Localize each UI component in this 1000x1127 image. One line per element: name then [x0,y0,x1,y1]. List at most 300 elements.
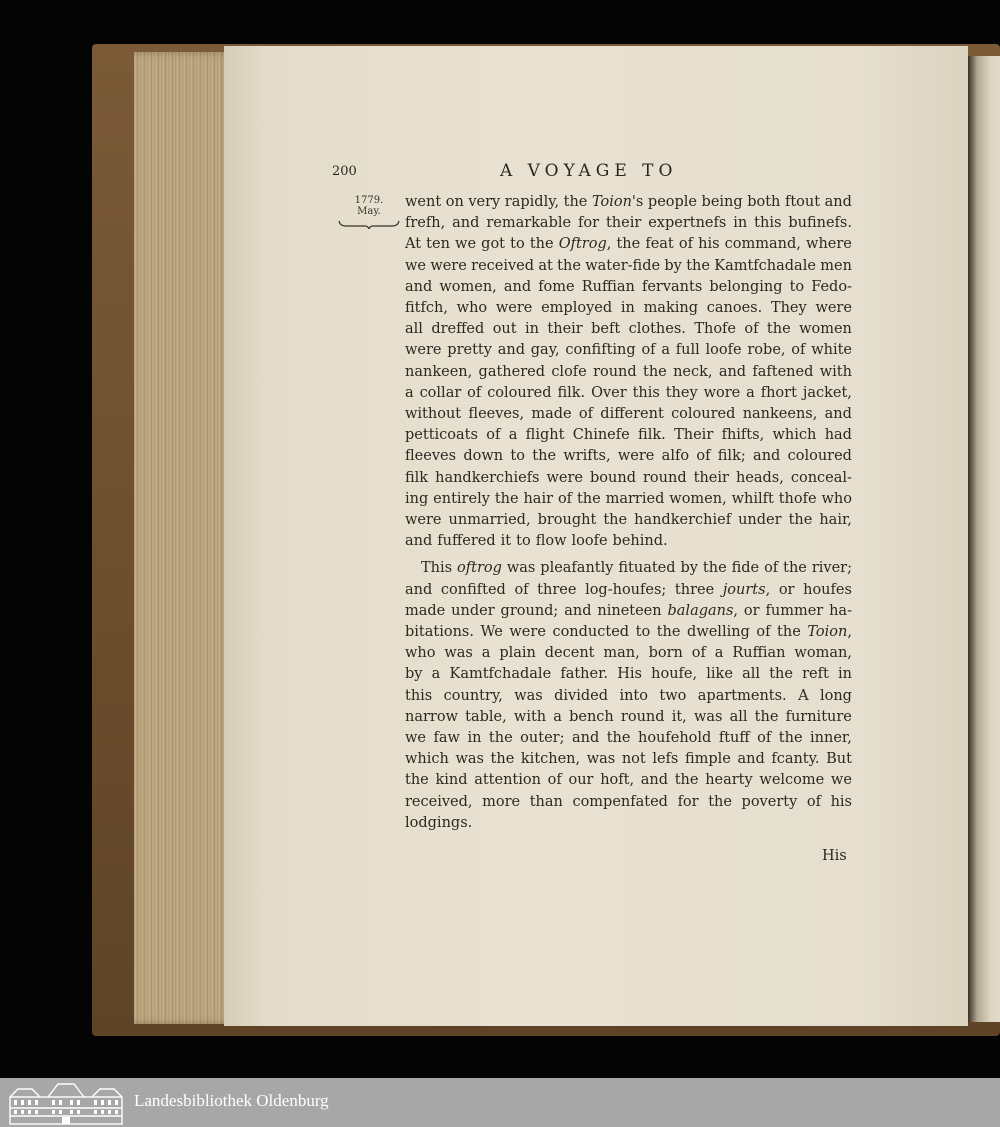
word: was [693,708,723,725]
word: loofe [705,342,742,359]
word: water-fide [585,257,661,274]
word: fcanty. [771,751,820,768]
word: the [557,257,581,274]
text-line [405,707,852,728]
word: nineteen [597,602,662,619]
text-line [405,319,852,340]
word: Toion's [591,194,644,210]
word: the [603,512,628,529]
word: table, [465,708,507,725]
word: But [826,751,852,768]
text-line [405,192,852,213]
word: had [824,427,852,444]
word: not [621,751,646,768]
word: the [766,321,791,338]
footer-bar [0,1078,1000,1127]
word: who [405,645,436,662]
word: three [674,581,715,598]
word: the [490,751,515,768]
word: married [605,490,665,507]
word: bitations. [405,624,474,641]
word: of [547,772,562,789]
word: wore [703,384,741,401]
word: filk; [717,448,746,465]
word: which [772,427,817,444]
word: faw [433,730,460,747]
word: plain [499,645,536,662]
word: houfe, [651,666,698,683]
word: their [547,321,583,338]
word: belonging [709,278,783,295]
word: conceal- [790,469,852,486]
word: dwelling [687,624,750,641]
word: loofe [571,533,608,550]
word: all [742,666,761,683]
text-line [405,362,852,383]
word: of [791,342,806,359]
word: at [538,257,553,274]
word: the [674,772,699,789]
word: canoes. [706,300,763,317]
word: coloured [787,448,852,465]
word: of [691,645,706,662]
word: welcome [759,772,825,789]
word: a [746,384,755,401]
running-title: A VOYAGE TO [500,161,678,181]
text-line [405,213,852,234]
word: fhifts, [721,427,765,444]
word: round [620,708,665,725]
word: of [578,406,594,423]
word: or [743,602,760,619]
page-header [332,161,852,184]
word: fleeves, [468,406,525,423]
word: of [678,236,693,253]
word: were [405,342,442,359]
word: white [811,342,852,359]
word: ten [426,236,450,253]
word: and [571,730,600,747]
word: jourts, [722,581,771,598]
word: woman, [794,645,852,662]
word: confifted [440,581,506,598]
word: of [557,490,573,507]
word: clothes. [628,321,686,338]
word: and [405,581,433,598]
word: of [641,342,656,359]
text-line [405,468,852,489]
word: to [635,624,651,641]
word: and [405,533,433,550]
word: we [455,236,477,253]
word: outer; [520,730,565,747]
paragraph-2 [405,558,852,834]
word: We [480,624,503,641]
word: balagans, [667,602,739,619]
word: houfehold [637,730,712,747]
word: to [510,236,525,253]
word: of [696,448,711,465]
word: pleafantly [540,560,614,577]
word: the [643,363,667,380]
word: alfo [661,448,690,465]
word: three [537,581,577,598]
word: got [481,236,506,253]
word: thofe [778,490,817,507]
word: their [605,215,642,232]
word: handkerchief [634,512,732,529]
word: confifting [565,342,636,359]
word: employed [541,300,613,317]
text-line [405,256,852,277]
word: women, [439,278,497,295]
word: who [821,490,852,507]
word: to [516,533,531,550]
word: by [405,666,423,683]
word: neck, [673,363,713,380]
word: handkerchiefs [435,469,540,486]
word: fuffered [437,533,496,550]
word: the [488,730,513,747]
word: the [788,512,813,529]
word: without [405,406,462,423]
word: conducted [552,624,630,641]
word: oftrog [457,560,502,577]
word: of [806,793,821,810]
word: on [445,194,464,210]
word: bufinefs. [788,215,852,232]
word: round [593,363,637,380]
word: This [421,560,453,577]
word: the [405,772,429,789]
library-name: Landesbibliothek Oldenburg [134,1091,329,1110]
word: and [405,278,433,295]
word: narrow [405,708,458,725]
word: attention [474,772,541,789]
word: to [789,278,805,295]
word: beft [591,321,621,338]
word: the [576,490,601,507]
word: or [778,581,795,598]
text-line [405,446,852,467]
word: father. [560,666,609,683]
word: was [455,751,484,768]
word: received, [405,793,473,810]
word: and [718,363,747,380]
word: made [405,602,446,619]
word: into [619,687,648,704]
word: long [819,687,852,704]
word: like [706,666,733,683]
word: being [701,194,743,210]
word: a [553,708,562,725]
word: fhort [760,384,797,401]
word: received [471,257,535,274]
word: of [467,384,482,401]
word: a [481,645,491,662]
word: coloured [671,406,736,423]
word: and [452,215,480,232]
word: different [600,406,664,423]
text-line [405,277,852,298]
text-line [405,531,852,552]
catchword: His [822,848,847,864]
word: a [431,666,441,683]
word: we [405,730,426,747]
word: fide [731,560,760,577]
paragraph-1 [405,192,852,552]
word: and [737,751,765,768]
word: faftened [752,363,814,380]
word: entirely [433,490,490,507]
word: country, [443,687,503,704]
text-line [405,686,852,707]
word: flight [525,427,565,444]
word: frefh, [405,215,446,232]
text-line [405,383,852,404]
word: coloured [487,384,552,401]
text-line [405,770,852,791]
text-line [405,664,852,685]
word: were [546,469,584,486]
word: of [764,560,779,577]
text-line [405,404,852,425]
word: hoft, [600,772,635,789]
word: ground; [500,602,559,619]
margin-month: May. [357,206,381,217]
word: hair [523,490,554,507]
word: making [643,300,699,317]
word: fituated [618,560,676,577]
word: by [680,560,698,577]
word: the [769,666,793,683]
word: and [824,194,852,210]
word: under [738,512,782,529]
word: houfes [803,581,852,598]
word: filk. [638,427,666,444]
word: of [756,624,771,641]
word: decent [544,645,595,662]
word: round [643,469,687,486]
word: Chinefe [572,427,630,444]
text-line [405,792,852,813]
word: this [405,687,433,704]
word: the [532,448,557,465]
word: the [494,490,519,507]
word: divided [554,687,609,704]
word: man, [603,645,640,662]
word: and [564,602,592,619]
word: dreffed [431,321,485,338]
word: brought [537,512,597,529]
word: nankeen, [405,363,473,380]
word: of [744,321,759,338]
word: whilft [731,490,774,507]
word: both [747,194,781,210]
word: log-houfes; [585,581,667,598]
word: ing [405,490,429,507]
word: flow [535,533,567,550]
word: clofe [551,363,587,380]
word: it, [671,708,687,725]
margin-date-note [338,195,400,217]
word: we [830,772,852,789]
word: At [405,236,422,253]
text-line [405,234,852,255]
word: were [430,257,467,274]
word: A [798,687,809,704]
word: full [675,342,700,359]
word: was [514,687,543,704]
word: the [606,730,631,747]
word: his [698,236,720,253]
word: were [495,300,533,317]
word: the [708,793,732,810]
body-text [405,192,852,834]
word: this [632,384,660,401]
word: fitfch, [405,300,448,317]
word: bound [590,469,636,486]
word: Ruffian [581,278,635,295]
word: they [665,384,698,401]
word: behind. [612,533,668,550]
word: ftout [784,194,821,210]
word: than [529,793,563,810]
word: were [509,624,546,641]
word: gathered [478,363,545,380]
word: our [568,772,594,789]
word: it [500,533,512,550]
text-line [405,580,852,601]
word: were [815,300,852,317]
word: hearty [705,772,753,789]
word: poverty [741,793,798,810]
word: the [529,236,554,253]
word: was [506,560,536,577]
word: apartments. [697,687,787,704]
word: river; [811,560,852,577]
word: under [451,602,495,619]
word: feat [645,236,674,253]
text-line [405,489,852,510]
word: remarkable [486,215,572,232]
word: very [468,194,501,210]
word: for [677,793,699,810]
word: which [405,751,449,768]
word: robe, [747,342,786,359]
word: fleeves [405,448,457,465]
margin-year: 1779. [354,195,384,206]
word: inner, [810,730,852,747]
text-line [405,622,852,643]
word: made [531,406,572,423]
word: Thofe [694,321,736,338]
word: collar [419,384,462,401]
word: out [492,321,517,338]
word: Toion, [807,624,852,641]
word: where [806,236,852,253]
page-number: 200 [332,164,357,179]
word: by [664,257,682,274]
text-line [405,813,852,834]
text-line [405,601,852,622]
word: They [770,300,807,317]
word: his [830,793,852,810]
word: compenfated [572,793,668,810]
word: to [510,448,525,465]
text-line [405,749,852,770]
word: Their [674,427,714,444]
word: people [647,194,697,210]
word: hair, [819,512,852,529]
word: and [503,278,532,295]
word: Oftrog, [558,236,612,253]
word: and [497,342,525,359]
word: fome [538,278,575,295]
word: down [463,448,504,465]
page-edges [134,52,234,1024]
word: the [783,560,807,577]
text-line [405,728,852,749]
word: the [777,624,801,641]
word: fimple [684,751,731,768]
word: heads, [735,469,784,486]
word: bench [569,708,614,725]
word: all [405,321,423,338]
word: of [486,427,501,444]
word: petticoats [405,427,478,444]
word: in [620,300,635,317]
word: wrifts, [563,448,611,465]
word: went [405,194,442,210]
word: men [820,257,852,274]
word: were [617,448,655,465]
word: the [563,194,588,210]
word: gay, [530,342,560,359]
word: lodgings. [405,814,473,831]
word: rapidly, [504,194,560,210]
word: fervants [641,278,703,295]
word: unmarried, [448,512,531,529]
word: all [729,708,748,725]
text-line [405,298,852,319]
word: furniture [785,708,852,725]
word: Fedo- [811,278,852,295]
word: Kamtfchadale [449,666,552,683]
word: jacket, [802,384,852,401]
text-line [405,425,852,446]
word: the [702,560,727,577]
word: of [514,581,529,598]
word: women, [669,490,727,507]
word: reft [802,666,829,683]
word: expertnefs [648,215,727,232]
word: we [405,257,426,274]
word: a [661,342,670,359]
word: in [467,730,482,747]
word: the [754,708,779,725]
word: His [617,666,642,683]
word: a [508,427,518,444]
text-line [405,510,852,531]
word: with [513,708,547,725]
word: the [656,624,681,641]
word: women [799,321,852,338]
word: and [753,448,781,465]
word: fummer [765,602,824,619]
word: Kamtfchadale [714,257,816,274]
word: their [693,469,729,486]
